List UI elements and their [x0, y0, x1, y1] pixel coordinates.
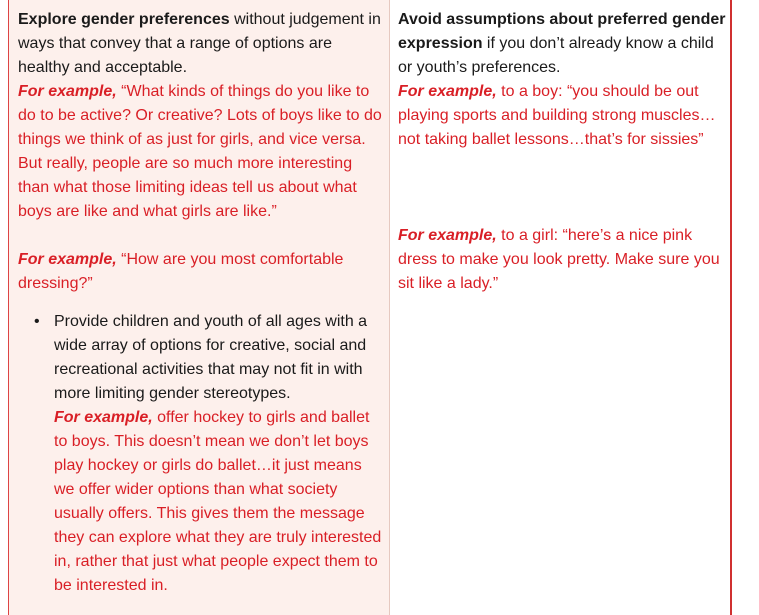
right-example-1-text: to a boy: “you should be out playing sports and building strong muscles… not taking ballet lessons…that’s for sissies”	[398, 83, 716, 148]
list-item	[18, 310, 386, 598]
bullet-icon: •	[34, 313, 40, 330]
right-column-content	[398, 8, 728, 296]
left-example-2	[18, 248, 386, 296]
left-intro-paragraph	[18, 8, 386, 80]
right-example-1	[398, 80, 728, 152]
spacer	[398, 152, 728, 224]
spacer	[18, 224, 386, 248]
left-example-1	[18, 80, 386, 224]
bullet-example	[54, 406, 386, 598]
bullet-example-text: offer hockey to girls and ballet to boys. This doesn’t mean we don’t let boys play hockey or girls do ballet…it just means we offer wider options than what society usually offers. This gives them the message they can explore what they are truly interested in, rather that just what people expect them to be interested in.	[54, 409, 382, 594]
left-intro-text: without judgement in ways that convey that a range of options are healthy and acceptable.	[18, 11, 381, 76]
bullet-example-label: For example,	[54, 409, 153, 426]
right-intro-text: if you don’t already know a child or youth’s preferences.	[398, 35, 714, 76]
left-column-content	[18, 8, 386, 598]
left-heading: Explore gender preferences	[18, 11, 230, 28]
left-example-1-text: “What kinds of things do you like to do to be active? Or creative? Lots of boys like to do things we think of as just for girls, and vice versa. But really, people are so much more interesting than what those limiting ideas tell us about what boys are like and what girls are like.”	[18, 83, 382, 220]
left-example-1-label: For example,	[18, 83, 117, 100]
left-example-2-label: For example,	[18, 251, 117, 268]
table-right-border	[730, 0, 732, 615]
right-example-1-label: For example,	[398, 83, 497, 100]
bullet-text: Provide children and youth of all ages with a wide array of options for creative, social and recreational activities that may not fit in with more limiting gender stereotypes.	[54, 313, 368, 402]
left-column	[8, 0, 390, 615]
right-example-2-label: For example,	[398, 227, 497, 244]
right-heading: Avoid assumptions about preferred gender expression	[398, 11, 726, 52]
right-intro-paragraph	[398, 8, 728, 80]
right-example-2	[398, 224, 728, 296]
bullet-list	[18, 310, 386, 598]
left-example-2-text: “How are you most comfortable dressing?”	[18, 251, 344, 292]
right-column	[389, 0, 731, 615]
right-example-2-text: to a girl: “here’s a nice pink dress to make you look pretty. Make sure you sit like a lady.”	[398, 227, 720, 292]
